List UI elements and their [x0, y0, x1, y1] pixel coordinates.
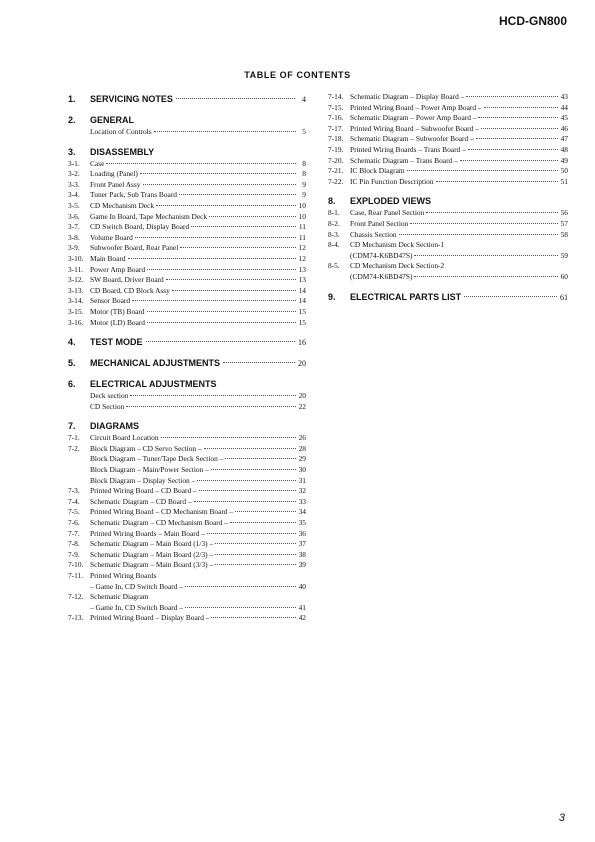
dot-leader [147, 311, 296, 312]
spacer [68, 349, 306, 356]
toc-entry-label: MECHANICAL ADJUSTMENTS [90, 358, 221, 369]
toc-entry-label: Block Diagram – Main/Power Section – [90, 465, 209, 475]
toc-entry-page: 50 [560, 166, 568, 176]
toc-entry-page: 45 [560, 113, 568, 123]
toc-entry[interactable] [68, 613, 306, 624]
toc-entry[interactable] [328, 219, 568, 230]
toc-entry-label: Case [90, 158, 105, 168]
toc-entry-number: 7-2. [68, 443, 80, 453]
toc-entry[interactable] [68, 465, 306, 476]
toc-entry-page: 12 [298, 253, 306, 263]
toc-entry-number: 5. [68, 358, 76, 369]
toc-entry-number: 3-2. [68, 169, 80, 179]
toc-entry-label: CD Mechanism Deck [90, 200, 155, 210]
toc-entry-number: 7-17. [328, 123, 344, 133]
toc-entry-label: Schematic Diagram – CD Mechanism Board – [90, 518, 228, 528]
dot-leader [128, 258, 296, 259]
toc-entry-page: 42 [298, 613, 306, 623]
toc-entry-label: Schematic Diagram – Trans Board – [350, 155, 458, 165]
toc-entry-number: 3-1. [68, 158, 80, 168]
toc-entry[interactable] [68, 476, 306, 487]
toc-entry-label: Printed Wiring Board – Power Amp Board – [350, 102, 482, 112]
toc-entry-page: 49 [560, 155, 568, 165]
dot-leader [478, 117, 558, 118]
toc-entry[interactable] [328, 177, 568, 188]
toc-entry-label: CD Section [90, 401, 125, 411]
toc-entry[interactable] [68, 486, 306, 497]
dot-leader [215, 543, 296, 544]
dot-leader [215, 564, 296, 565]
dot-leader [166, 279, 296, 280]
toc-entry[interactable] [328, 92, 568, 103]
toc-entry-page: 12 [298, 243, 306, 253]
dot-leader [481, 128, 558, 129]
toc-entry-label: Power Amp Board [90, 264, 146, 274]
toc-entry-page: 20 [298, 391, 306, 401]
toc-entry-page: 35 [298, 518, 306, 528]
toc-entry-label: Front Panel Assy [90, 179, 141, 189]
model-number: HCD-GN800 [498, 14, 567, 28]
toc-entry-page: 29 [298, 454, 306, 464]
toc-entry[interactable] [328, 134, 568, 145]
toc-entry-page: 47 [560, 134, 568, 144]
toc-entry-label: Block Diagram – CD Servo Section – [90, 443, 202, 453]
toc-entry-page: 5 [302, 127, 306, 136]
toc-entry[interactable] [328, 272, 568, 283]
toc-entry-label: Printed Wiring Boards – Main Board – [90, 528, 205, 538]
toc-entry-number: 3-4. [68, 190, 80, 200]
toc-entry-label: CD Switch Board, Display Board [90, 222, 190, 232]
dot-leader [179, 194, 296, 195]
toc-entry-label: Printed Wiring Board – CD Board – [90, 486, 197, 496]
dot-leader [204, 448, 296, 449]
toc-entry-label: DIAGRAMS [90, 421, 139, 432]
toc-entry-label: CD Board, CD Block Assy [90, 285, 170, 295]
toc-entry-label: (CDM74-K6BD47S) [350, 250, 413, 260]
dot-leader [407, 170, 558, 171]
toc-entry[interactable] [68, 212, 306, 223]
toc-entry-number: 7-12. [68, 592, 84, 602]
dot-leader [180, 247, 296, 248]
toc-section[interactable] [68, 113, 306, 127]
toc-section[interactable] [68, 145, 306, 159]
spacer [328, 187, 568, 194]
toc-entry-number: 3-13. [68, 285, 84, 295]
toc-entry-number: 7. [68, 421, 76, 432]
toc-entry[interactable] [68, 180, 306, 191]
toc-entry-label: Printed Wiring Board – Display Board – [90, 613, 210, 623]
toc-entry-page: 36 [298, 528, 306, 538]
toc-entry-label: SERVICING NOTES [90, 94, 173, 104]
spacer [68, 138, 306, 145]
toc-entry-number: 3-8. [68, 232, 80, 242]
dot-leader [130, 395, 296, 396]
toc-entry[interactable] [68, 159, 306, 170]
toc-entry-label: ELECTRICAL PARTS LIST [350, 291, 462, 302]
dot-leader [211, 469, 296, 470]
toc-entry[interactable] [68, 391, 306, 402]
toc-entry-number: 7-16. [328, 113, 344, 123]
dot-leader [211, 617, 296, 618]
dot-leader [191, 226, 296, 227]
toc-entry-page: 4 [302, 95, 306, 104]
dot-leader [132, 300, 296, 301]
toc-entry-number: 6. [68, 379, 76, 390]
toc-entry-label: Motor (LD) Board [90, 317, 146, 327]
dot-leader [414, 255, 558, 256]
toc-entry-label: EXPLODED VIEWS [350, 196, 432, 207]
dot-leader [161, 437, 296, 438]
dot-leader [154, 131, 296, 132]
toc-entry-page: 30 [298, 465, 306, 475]
toc-entry[interactable] [68, 560, 306, 571]
dot-leader [464, 296, 557, 297]
toc-entry-label: – Game In, CD Switch Board – [90, 581, 183, 591]
toc-entry-page: 10 [298, 200, 306, 210]
toc-entry-label: Location of Controls [90, 127, 152, 136]
toc-entry-label: Tuner Pack, Sub Trans Board [90, 190, 177, 200]
toc-entry[interactable] [328, 166, 568, 177]
toc-section[interactable] [68, 356, 306, 370]
dot-leader [223, 362, 295, 363]
toc-entry-label: Schematic Diagram – Main Board (3/3) – [90, 560, 214, 570]
toc-entry-label: Circuit Board Location [90, 433, 159, 443]
dot-leader [399, 234, 558, 235]
toc-entry-page: 14 [298, 296, 306, 306]
toc-entry[interactable] [328, 113, 568, 124]
toc-section[interactable] [328, 194, 568, 208]
toc-entry-number: 3. [68, 146, 76, 157]
toc-entry-number: 7-15. [328, 102, 344, 112]
dot-leader [185, 607, 296, 608]
toc-entry-label: IC Block Diagram [350, 166, 405, 176]
page-title: TABLE OF CONTENTS [244, 70, 351, 80]
toc-entry[interactable] [68, 275, 306, 286]
toc-entry[interactable] [68, 603, 306, 614]
toc-entry-label: Printed Wiring Board – Subwoofer Board – [350, 123, 479, 133]
toc-entry-page: 8 [302, 158, 306, 168]
dot-leader [484, 107, 558, 108]
toc-entry-number: 7-5. [68, 507, 80, 517]
toc-entry-page: 51 [560, 176, 568, 186]
toc-entry-number: 3-9. [68, 243, 80, 253]
toc-entry-number: 3-12. [68, 275, 84, 285]
dot-leader [172, 290, 296, 291]
toc-entry-label: SW Board, Driver Board [90, 275, 164, 285]
toc-entry-label: Deck section [90, 391, 129, 401]
toc-entry-label: IC Pin Function Description [350, 176, 434, 186]
toc-entry-label: Game In Board, Tape Mechanism Deck [90, 211, 208, 221]
dot-leader [106, 163, 296, 164]
toc-entry-page: 57 [560, 218, 568, 228]
toc-entry[interactable] [68, 444, 306, 455]
toc-entry-page: 32 [298, 486, 306, 496]
dot-leader [147, 322, 296, 323]
toc-entry-number: 7-11. [68, 571, 84, 580]
toc-entry-label: Schematic Diagram [90, 592, 149, 602]
toc-entry-page: 26 [298, 433, 306, 443]
toc-section[interactable] [68, 419, 306, 433]
toc-entry[interactable] [68, 518, 306, 529]
toc-entry-number: 8-5. [328, 261, 340, 271]
toc-entry-number: 8-3. [328, 229, 340, 239]
toc-entry-number: 7-20. [328, 155, 344, 165]
toc-entry[interactable] [68, 402, 306, 413]
toc-entry[interactable] [68, 433, 306, 444]
toc-entry-page: 38 [298, 549, 306, 559]
toc-entry-page: 61 [560, 292, 568, 302]
toc-entry[interactable] [68, 507, 306, 518]
toc-entry-page: 16 [298, 338, 306, 348]
toc-entry[interactable] [68, 169, 306, 180]
toc-entry-page: 41 [298, 602, 306, 612]
toc-entry-page: 60 [560, 271, 568, 281]
toc-entry-page: 28 [298, 443, 306, 453]
toc-entry-page: 8 [302, 169, 306, 179]
toc-entry-page: 14 [298, 285, 306, 295]
toc-entry-label: Volume Board [90, 232, 133, 242]
toc-entry-page: 58 [560, 229, 568, 239]
toc-entry-number: 1. [68, 94, 76, 104]
toc-entry-page: 31 [298, 475, 306, 485]
toc-entry-number: 7-19. [328, 144, 344, 154]
toc-entry[interactable] [68, 233, 306, 244]
toc-entry-page: 13 [298, 275, 306, 285]
dot-leader [414, 276, 558, 277]
toc-entry-number: 3-15. [68, 306, 84, 316]
toc-entry[interactable] [68, 592, 306, 603]
dot-leader [146, 341, 295, 342]
toc-entry-label: CD Mechanism Deck Section-2 [350, 261, 445, 271]
dot-leader [436, 181, 558, 182]
toc-entry[interactable] [328, 240, 568, 251]
toc-entry-number: 9. [328, 291, 336, 302]
toc-entry[interactable] [68, 222, 306, 233]
toc-entry-number: 7-4. [68, 496, 80, 506]
toc-entry-page: 37 [298, 539, 306, 549]
dot-leader [410, 223, 558, 224]
toc-entry-label: Schematic Diagram – Power Amp Board – [350, 113, 477, 123]
toc-entry[interactable] [68, 571, 306, 582]
toc-entry-label: Schematic Diagram – Subwoofer Board – [350, 134, 474, 144]
dot-leader [460, 160, 558, 161]
dot-leader [207, 533, 296, 534]
toc-entry-number: 7-21. [328, 166, 344, 176]
toc-entry-label: Printed Wiring Boards [90, 571, 157, 580]
toc-entry-label: Printed Wiring Boards – Trans Board – [350, 144, 466, 154]
toc-entry[interactable] [68, 582, 306, 593]
toc-entry-label: – Game In, CD Switch Board – [90, 602, 183, 612]
dot-leader [156, 205, 296, 206]
toc-entry-number: 3-3. [68, 179, 80, 189]
dot-leader [215, 554, 296, 555]
toc-entry[interactable] [68, 318, 306, 329]
toc-entry-number: 3-7. [68, 222, 80, 232]
toc-entry-number: 8-4. [328, 240, 340, 250]
toc-entry[interactable] [68, 190, 306, 201]
toc-entry-page: 11 [298, 232, 306, 242]
page-number: 3 [558, 812, 565, 824]
toc-entry[interactable] [328, 124, 568, 135]
toc-entry-page: 10 [298, 211, 306, 221]
toc-entry[interactable] [68, 497, 306, 508]
dot-leader [147, 269, 296, 270]
toc-entry-label: Schematic Diagram – CD Board – [90, 496, 192, 506]
toc-entry[interactable] [68, 201, 306, 212]
toc-entry-label: Schematic Diagram – Main Board (2/3) – [90, 549, 214, 559]
toc-entry-label: CD Mechanism Deck Section-1 [350, 240, 445, 250]
toc-entry-label: Chassis Section [350, 229, 397, 239]
toc-entry-number: 3-5. [68, 200, 80, 210]
toc-entry-label: Front Panel Section [350, 218, 409, 228]
dot-leader [199, 490, 296, 491]
toc-entry-page: 9 [302, 190, 306, 200]
toc-section[interactable] [328, 290, 568, 304]
toc-entry-number: 8-2. [328, 218, 340, 228]
dot-leader [209, 216, 296, 217]
toc-entry-number: 7-6. [68, 518, 80, 528]
toc-section[interactable] [68, 92, 306, 106]
toc-entry-label: Case, Rear Panel Section [350, 208, 425, 218]
toc-entry-page: 22 [298, 401, 306, 411]
toc-entry-page: 34 [298, 507, 306, 517]
toc-right-column [328, 92, 568, 304]
spacer [68, 412, 306, 419]
toc-entry[interactable] [68, 286, 306, 297]
toc-entry-number: 3-6. [68, 211, 80, 221]
dot-leader [468, 149, 558, 150]
toc-entry-number: 3-11. [68, 264, 84, 274]
toc-entry-label: Schematic Diagram – Main Board (1/3) – [90, 539, 214, 549]
toc-entry[interactable] [68, 296, 306, 307]
dot-leader [230, 522, 296, 523]
dot-leader [135, 237, 296, 238]
dot-leader [194, 501, 296, 502]
toc-entry-label: Block Diagram – Display Section – [90, 475, 196, 485]
toc-entry-page: 11 [298, 222, 306, 232]
toc-left-column [68, 92, 306, 624]
dot-leader [176, 98, 295, 99]
dot-leader [197, 480, 296, 481]
toc-entry-label: Motor (TB) Board [90, 306, 145, 316]
toc-entry-page: 15 [298, 306, 306, 316]
toc-entry-number: 7-9. [68, 549, 80, 559]
toc-entry[interactable] [68, 529, 306, 540]
toc-entry[interactable] [328, 145, 568, 156]
toc-entry-page: 43 [560, 92, 568, 101]
toc-entry-number: 7-3. [68, 486, 80, 496]
toc-entry[interactable] [68, 254, 306, 265]
toc-entry-page: 33 [298, 496, 306, 506]
toc-entry-number: 7-7. [68, 528, 80, 538]
dot-leader [140, 173, 296, 174]
toc-entry-page: 9 [302, 179, 306, 189]
toc-entry-page: 20 [298, 359, 306, 369]
toc-entry-page: 48 [560, 144, 568, 154]
toc-entry-label: Main Board [90, 253, 126, 263]
toc-entry[interactable] [68, 454, 306, 465]
toc-entry[interactable] [68, 127, 306, 138]
toc-entry-number: 8. [328, 196, 336, 207]
toc-entry[interactable] [328, 251, 568, 262]
toc-entry-label: Subwoofer Board, Rear Panel [90, 243, 179, 253]
spacer [68, 370, 306, 377]
toc-entry-label: Loading (Panel) [90, 169, 138, 179]
toc-entry-label: GENERAL [90, 115, 135, 125]
toc-entry-number: 8-1. [328, 208, 340, 218]
toc-entry-page: 13 [298, 264, 306, 274]
dot-leader [466, 96, 558, 97]
toc-entry-label: Schematic Diagram – Display Board – [350, 92, 465, 101]
toc-entry-page: 46 [560, 123, 568, 133]
toc-entry-label: DISASSEMBLY [90, 146, 155, 157]
toc-entry-label: (CDM74-K6BD47S) [350, 271, 413, 281]
toc-entry-label: Sensor Board [90, 296, 131, 306]
toc-entry-number: 7-14. [328, 92, 344, 101]
toc-entry-number: 7-22. [328, 176, 344, 186]
toc-entry-page: 56 [560, 208, 568, 218]
toc-entry-number: 3-14. [68, 296, 84, 306]
dot-leader [126, 406, 296, 407]
toc-entry[interactable] [68, 550, 306, 561]
toc-entry-page: 15 [298, 317, 306, 327]
toc-entry-page: 40 [298, 581, 306, 591]
toc-entry-number: 7-13. [68, 613, 84, 623]
dot-leader [143, 184, 296, 185]
toc-entry-label: ELECTRICAL ADJUSTMENTS [90, 379, 217, 390]
toc-entry-number: 2. [68, 115, 76, 125]
toc-entry-number: 7-1. [68, 433, 80, 443]
toc-entry[interactable] [68, 265, 306, 276]
dot-leader [225, 458, 296, 459]
toc-entry-page: 39 [298, 560, 306, 570]
toc-entry-page: 59 [560, 250, 568, 260]
dot-leader [235, 511, 296, 512]
toc-entry[interactable] [328, 103, 568, 114]
spacer [328, 283, 568, 290]
toc-entry[interactable] [68, 539, 306, 550]
toc-section[interactable] [68, 335, 306, 349]
toc-entry-label: Printed Wiring Board – CD Mechanism Board – [90, 507, 234, 517]
toc-entry[interactable] [328, 208, 568, 219]
toc-entry-label: TEST MODE [90, 337, 143, 348]
toc-section[interactable] [68, 377, 306, 391]
toc-entry[interactable] [68, 307, 306, 318]
dot-leader [426, 212, 558, 213]
spacer [68, 106, 306, 113]
dot-leader [185, 586, 296, 587]
toc-entry-label: Block Diagram – Tuner/Tape Deck Section – [90, 454, 224, 464]
toc-entry-number: 7-8. [68, 539, 80, 549]
toc-entry-number: 7-10. [68, 560, 84, 570]
toc-entry[interactable] [328, 230, 568, 241]
toc-entry[interactable] [328, 156, 568, 167]
toc-entry[interactable] [328, 261, 568, 272]
toc-entry-number: 7-18. [328, 134, 344, 144]
dot-leader [476, 138, 558, 139]
toc-entry-number: 3-16. [68, 317, 84, 327]
toc-entry-number: 4. [68, 337, 76, 348]
toc-entry-page: 44 [560, 102, 568, 112]
toc-entry-number: 3-10. [68, 253, 84, 263]
toc-entry[interactable] [68, 243, 306, 254]
spacer [68, 328, 306, 335]
